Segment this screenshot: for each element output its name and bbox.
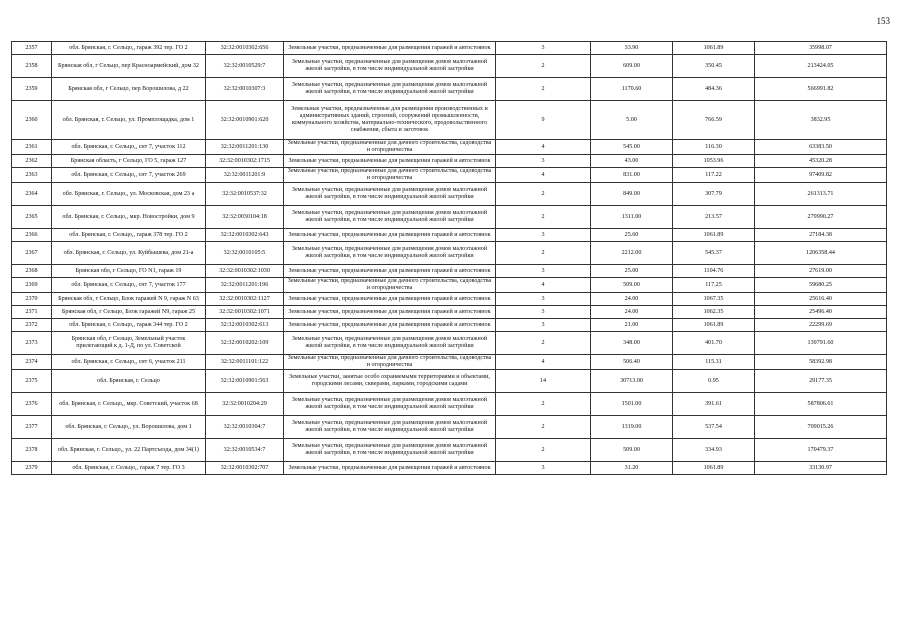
- specific-value-cell: 350.45: [673, 55, 755, 78]
- table-row: [12, 332, 887, 355]
- row-number-cell: 2363: [12, 168, 52, 183]
- area-cell: 849.00: [591, 183, 673, 206]
- row-number-cell: 2358: [12, 55, 52, 78]
- address-cell: обл. Брянская, г. Сельцо, ул. Промплощадка, дом 1: [52, 101, 206, 140]
- use-group-cell: 2: [496, 393, 591, 416]
- table-row: [12, 278, 887, 293]
- use-group-cell: 3: [496, 319, 591, 332]
- specific-value-cell: 1061.89: [673, 462, 755, 475]
- address-cell: Брянская обл, г Сельцо, пер Красноармейский, дом 32: [52, 55, 206, 78]
- cadastral-number-cell: 32:32:0010901:563: [206, 370, 284, 393]
- land-use-cell: Земельные участки, предназначенные для размещения домов малоэтажной жилой застройки, в том числе индивидуальной жилой застройки: [284, 78, 496, 101]
- use-group-cell: 2: [496, 332, 591, 355]
- specific-value-cell: 1061.89: [673, 229, 755, 242]
- table-row: [12, 439, 887, 462]
- cadastral-value-cell: 587806.61: [755, 393, 887, 416]
- cadastral-value-cell: 279990.27: [755, 206, 887, 229]
- use-group-cell: 4: [496, 355, 591, 370]
- table-row: [12, 78, 887, 101]
- land-use-cell: Земельные участки, занятые особо охраняемыми территориями и объектами, городскими лесами, скверами, парками, городскими садами: [284, 370, 496, 393]
- row-number-cell: 2379: [12, 462, 52, 475]
- area-cell: 1311.00: [591, 206, 673, 229]
- cadastral-number-cell: 32:32:0010534:7: [206, 439, 284, 462]
- cadastral-number-cell: 32:32:0010302:656: [206, 42, 284, 55]
- address-cell: обл. Брянская, г. Сельцо,, ул. Московская, дом 23 а: [52, 183, 206, 206]
- cadastral-value-cell: 45320.28: [755, 155, 887, 168]
- address-cell: обл. Брянская, г. Сельцо,, снт 6, участок 211: [52, 355, 206, 370]
- row-number-cell: 2375: [12, 370, 52, 393]
- row-number-cell: 2378: [12, 439, 52, 462]
- address-cell: Брянская обл, г Сельцо, Блок гаражей N9, гараж 25: [52, 306, 206, 319]
- use-group-cell: 3: [496, 42, 591, 55]
- cadastral-value-cell: 33130.97: [755, 462, 887, 475]
- use-group-cell: 4: [496, 278, 591, 293]
- land-use-cell: Земельные участки, предназначенные для дачного строительства, садоводства и огородничества: [284, 140, 496, 155]
- land-use-cell: Земельные участки, предназначенные для размещения домов малоэтажной жилой застройки, в том числе индивидуальной жилой застройки: [284, 439, 496, 462]
- land-use-cell: Земельные участки, предназначенные для размещения домов малоэтажной жилой застройки, в том числе индивидуальной жилой застройки: [284, 183, 496, 206]
- cadastral-number-cell: 32:32:0010529:7: [206, 55, 284, 78]
- address-cell: обл. Брянская, г. Сельцо,, снт 7, участок 269: [52, 168, 206, 183]
- cadastral-number-cell: 32:32:0010202:109: [206, 332, 284, 355]
- land-use-cell: Земельные участки, предназначенные для размещения домов малоэтажной жилой застройки, в том числе индивидуальной жилой застройки: [284, 332, 496, 355]
- area-cell: 609.00: [591, 55, 673, 78]
- table-row: [12, 462, 887, 475]
- specific-value-cell: 0.95: [673, 370, 755, 393]
- table-row: [12, 155, 887, 168]
- cadastral-number-cell: 32:32:0010302:1715: [206, 155, 284, 168]
- address-cell: обл. Брянская, г. Сельцо,, гараж 7 тер. ГО 3: [52, 462, 206, 475]
- area-cell: 545.00: [591, 140, 673, 155]
- cadastral-value-cell: 709015.26: [755, 416, 887, 439]
- cadastral-value-cell: 35998.07: [755, 42, 887, 55]
- table-row: [12, 242, 887, 265]
- use-group-cell: 3: [496, 293, 591, 306]
- row-number-cell: 2370: [12, 293, 52, 306]
- specific-value-cell: 1104.76: [673, 265, 755, 278]
- specific-value-cell: 484.36: [673, 78, 755, 101]
- area-cell: 30713.00: [591, 370, 673, 393]
- row-number-cell: 2373: [12, 332, 52, 355]
- area-cell: 509.00: [591, 278, 673, 293]
- specific-value-cell: 213.57: [673, 206, 755, 229]
- row-number-cell: 2364: [12, 183, 52, 206]
- row-number-cell: 2376: [12, 393, 52, 416]
- use-group-cell: 2: [496, 78, 591, 101]
- table-row: [12, 55, 887, 78]
- cadastral-value-cell: 97409.82: [755, 168, 887, 183]
- specific-value-cell: 117.25: [673, 278, 755, 293]
- specific-value-cell: 1053.96: [673, 155, 755, 168]
- area-cell: 1319.00: [591, 416, 673, 439]
- area-cell: 25.60: [591, 229, 673, 242]
- cadastral-value-cell: 29177.35: [755, 370, 887, 393]
- cadastral-value-cell: 27184.38: [755, 229, 887, 242]
- address-cell: Брянская обл, г Сельцо, Блок гаражей N 9, гараж N 63: [52, 293, 206, 306]
- cadastral-number-cell: 32:32:0010302:707: [206, 462, 284, 475]
- cadastral-value-cell: 25616.40: [755, 293, 887, 306]
- area-cell: 33.90: [591, 42, 673, 55]
- specific-value-cell: 537.54: [673, 416, 755, 439]
- cadastral-number-cell: 32:32:0010302:1071: [206, 306, 284, 319]
- table-row: [12, 293, 887, 306]
- use-group-cell: 4: [496, 140, 591, 155]
- area-cell: 2212.00: [591, 242, 673, 265]
- land-use-cell: Земельные участки, предназначенные для размещения гаражей и автостоянок: [284, 306, 496, 319]
- cadastral-number-cell: 32:32:0010307:3: [206, 78, 284, 101]
- cadastral-value-table: [11, 41, 887, 475]
- specific-value-cell: 116.30: [673, 140, 755, 155]
- table-row: [12, 355, 887, 370]
- cadastral-value-cell: 1206358.44: [755, 242, 887, 265]
- land-use-cell: Земельные участки, предназначенные для размещения гаражей и автостоянок: [284, 229, 496, 242]
- row-number-cell: 2371: [12, 306, 52, 319]
- area-cell: 506.40: [591, 355, 673, 370]
- table-row: [12, 265, 887, 278]
- address-cell: обл. Брянская, г. Сельцо,, мкр. Советский, участок 68: [52, 393, 206, 416]
- row-number-cell: 2372: [12, 319, 52, 332]
- cadastral-value-cell: 58392.98: [755, 355, 887, 370]
- cadastral-value-cell: 261313.71: [755, 183, 887, 206]
- land-use-cell: Земельные участки, предназначенные для размещения домов малоэтажной жилой застройки, в том числе индивидуальной жилой застройки: [284, 242, 496, 265]
- row-number-cell: 2368: [12, 265, 52, 278]
- table-row: [12, 168, 887, 183]
- cadastral-number-cell: 32:32:0010302:1127: [206, 293, 284, 306]
- area-cell: 21.00: [591, 319, 673, 332]
- use-group-cell: 2: [496, 183, 591, 206]
- specific-value-cell: 115.31: [673, 355, 755, 370]
- address-cell: обл. Брянская, г. Сельцо,, снт 7, участок 177: [52, 278, 206, 293]
- use-group-cell: 9: [496, 101, 591, 140]
- specific-value-cell: 391.61: [673, 393, 755, 416]
- land-use-cell: Земельные участки, предназначенные для размещения гаражей и автостоянок: [284, 319, 496, 332]
- area-cell: 831.00: [591, 168, 673, 183]
- use-group-cell: 14: [496, 370, 591, 393]
- table-row: [12, 319, 887, 332]
- use-group-cell: 3: [496, 229, 591, 242]
- cadastral-number-cell: 32:32:0010304:7: [206, 416, 284, 439]
- address-cell: обл. Брянская, г. Сельцо, ул. Куйбышева, дом 21-а: [52, 242, 206, 265]
- cadastral-number-cell: 32:32:0010105:5: [206, 242, 284, 265]
- use-group-cell: 2: [496, 55, 591, 78]
- use-group-cell: 4: [496, 168, 591, 183]
- row-number-cell: 2374: [12, 355, 52, 370]
- cadastral-number-cell: 32:32:0011201:130: [206, 140, 284, 155]
- table-row: [12, 206, 887, 229]
- use-group-cell: 3: [496, 306, 591, 319]
- address-cell: Брянская обл, г Сельцо, Земельный участок прилегающий к д. 1-Д, по ул. Советской: [52, 332, 206, 355]
- area-cell: 24.00: [591, 306, 673, 319]
- address-cell: обл. Брянская, г. Сельцо: [52, 370, 206, 393]
- specific-value-cell: 307.79: [673, 183, 755, 206]
- address-cell: обл. Брянская, г. Сельцо,, гараж 392 тер. ГО 2: [52, 42, 206, 55]
- area-cell: 5.00: [591, 101, 673, 140]
- cadastral-value-cell: 566991.82: [755, 78, 887, 101]
- land-use-cell: Земельные участки, предназначенные для размещения домов малоэтажной жилой застройки, в том числе индивидуальной жилой застройки: [284, 55, 496, 78]
- land-use-cell: Земельные участки, предназначенные для размещения гаражей и автостоянок: [284, 155, 496, 168]
- cadastral-value-cell: 139791.60: [755, 332, 887, 355]
- cadastral-value-cell: 59680.25: [755, 278, 887, 293]
- use-group-cell: 3: [496, 155, 591, 168]
- land-use-cell: Земельные участки, предназначенные для размещения гаражей и автостоянок: [284, 293, 496, 306]
- cadastral-value-cell: 170479.37: [755, 439, 887, 462]
- address-cell: обл. Брянская, г. Сельцо,, гараж 378 тер. ГО 2: [52, 229, 206, 242]
- area-cell: 24.00: [591, 293, 673, 306]
- land-use-cell: Земельные участки, предназначенные для дачного строительства, садоводства и огородничества: [284, 168, 496, 183]
- table-row: [12, 42, 887, 55]
- area-cell: 43.00: [591, 155, 673, 168]
- specific-value-cell: 545.37: [673, 242, 755, 265]
- cadastral-number-cell: 32:32:0010302:643: [206, 229, 284, 242]
- area-cell: 31.20: [591, 462, 673, 475]
- cadastral-number-cell: 32:32:0010302:613: [206, 319, 284, 332]
- address-cell: Брянская обл, г Сельцо, ГО N1, гараж 19: [52, 265, 206, 278]
- cadastral-number-cell: 32:32:0011201:9: [206, 168, 284, 183]
- cadastral-number-cell: 32:32:0011101:122: [206, 355, 284, 370]
- table-row: [12, 393, 887, 416]
- table-row: [12, 101, 887, 140]
- specific-value-cell: 401.70: [673, 332, 755, 355]
- cadastral-number-cell: 32:32:0030104:18: [206, 206, 284, 229]
- land-use-cell: Земельные участки, предназначенные для дачного строительства, садоводства и огородничества: [284, 278, 496, 293]
- address-cell: Брянская область, г Сельцо, ГО 5, гараж 127: [52, 155, 206, 168]
- row-number-cell: 2365: [12, 206, 52, 229]
- cadastral-number-cell: 32:32:0010901:620: [206, 101, 284, 140]
- land-use-cell: Земельные участки, предназначенные для размещения гаражей и автостоянок: [284, 462, 496, 475]
- table-row: [12, 229, 887, 242]
- land-use-cell: Земельные участки, предназначенные для размещения домов малоэтажной жилой застройки, в том числе индивидуальной жилой застройки: [284, 393, 496, 416]
- row-number-cell: 2362: [12, 155, 52, 168]
- cadastral-number-cell: 32:32:0010204:29: [206, 393, 284, 416]
- specific-value-cell: 1061.89: [673, 319, 755, 332]
- use-group-cell: 3: [496, 265, 591, 278]
- specific-value-cell: 117.22: [673, 168, 755, 183]
- land-use-cell: Земельные участки, предназначенные для размещения гаражей и автостоянок: [284, 42, 496, 55]
- cadastral-value-cell: 213424.05: [755, 55, 887, 78]
- address-cell: обл. Брянская, г. Сельцо,, ул. Ворошилова, дом 1: [52, 416, 206, 439]
- specific-value-cell: 1067.35: [673, 293, 755, 306]
- specific-value-cell: 1062.35: [673, 306, 755, 319]
- row-number-cell: 2377: [12, 416, 52, 439]
- cadastral-value-cell: 22299.69: [755, 319, 887, 332]
- row-number-cell: 2367: [12, 242, 52, 265]
- land-use-cell: Земельные участки, предназначенные для размещения домов малоэтажной жилой застройки, в том числе индивидуальной жилой застройки: [284, 416, 496, 439]
- address-cell: Брянская обл, г Сельцо, пер Ворошилова, д 22: [52, 78, 206, 101]
- specific-value-cell: 766.59: [673, 101, 755, 140]
- use-group-cell: 2: [496, 242, 591, 265]
- row-number-cell: 2361: [12, 140, 52, 155]
- cadastral-value-cell: 25496.40: [755, 306, 887, 319]
- cadastral-value-cell: 3832.95: [755, 101, 887, 140]
- cadastral-number-cell: 32:32:0010537:32: [206, 183, 284, 206]
- row-number-cell: 2359: [12, 78, 52, 101]
- specific-value-cell: 1061.89: [673, 42, 755, 55]
- specific-value-cell: 334.93: [673, 439, 755, 462]
- address-cell: обл. Брянская, г. Сельцо,, мкр. Новостройки, дом 9: [52, 206, 206, 229]
- address-cell: обл. Брянская, г. Сельцо,, ул. 22 Партсъезда, дом 34(1): [52, 439, 206, 462]
- address-cell: обл. Брянская, г. Сельцо,, снт 7, участок 112: [52, 140, 206, 155]
- area-cell: 1170.60: [591, 78, 673, 101]
- cadastral-value-cell: 27619.00: [755, 265, 887, 278]
- table-row: [12, 370, 887, 393]
- land-use-cell: Земельные участки, предназначенные для размещения домов малоэтажной жилой застройки, в том числе индивидуальной жилой застройки: [284, 206, 496, 229]
- use-group-cell: 3: [496, 462, 591, 475]
- cadastral-number-cell: 32:32:0011201:196: [206, 278, 284, 293]
- page-number: 153: [876, 16, 890, 26]
- table-row: [12, 306, 887, 319]
- row-number-cell: 2357: [12, 42, 52, 55]
- land-use-cell: Земельные участки, предназначенные для размещения производственных и административных зданий, строений, сооружений промышленности, коммунального хозяйства, материально-технического, продовольственного снабжения, сбыта и заготовок: [284, 101, 496, 140]
- use-group-cell: 2: [496, 416, 591, 439]
- row-number-cell: 2360: [12, 101, 52, 140]
- row-number-cell: 2369: [12, 278, 52, 293]
- table-body: [12, 42, 887, 475]
- table-row: [12, 183, 887, 206]
- area-cell: 25.00: [591, 265, 673, 278]
- table-row: [12, 416, 887, 439]
- cadastral-number-cell: 32:32:0010302:1030: [206, 265, 284, 278]
- use-group-cell: 2: [496, 439, 591, 462]
- area-cell: 509.00: [591, 439, 673, 462]
- area-cell: 1501.00: [591, 393, 673, 416]
- area-cell: 348.00: [591, 332, 673, 355]
- cadastral-value-cell: 63383.50: [755, 140, 887, 155]
- land-use-cell: Земельные участки, предназначенные для дачного строительства, садоводства и огородничества: [284, 355, 496, 370]
- table-row: [12, 140, 887, 155]
- land-use-cell: Земельные участки, предназначенные для размещения гаражей и автостоянок: [284, 265, 496, 278]
- use-group-cell: 2: [496, 206, 591, 229]
- row-number-cell: 2366: [12, 229, 52, 242]
- address-cell: обл. Брянская, г. Сельцо,, гараж 344 тер. ГО 2: [52, 319, 206, 332]
